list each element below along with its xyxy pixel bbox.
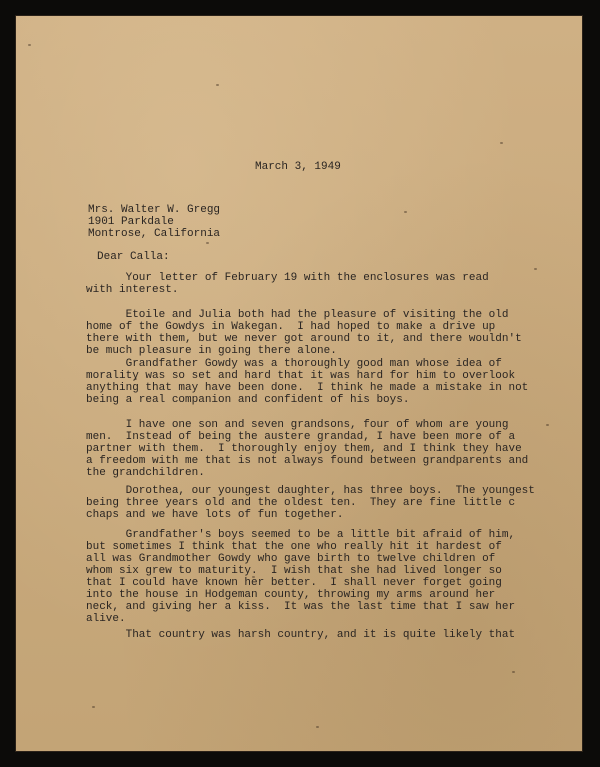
text-line: anything that may have been done. I think he made a mistake in not [86, 382, 529, 394]
text-line: partner with them. I thoroughly enjoy them, and I think they have [86, 443, 522, 455]
paragraph-1 [86, 272, 556, 296]
text-line: That country was harsh country, and it is quite likely that [86, 629, 516, 641]
text-line: whom six grew to maturity. I wish that she had lived longer so [86, 565, 502, 577]
text-line: Etoile and Julia both had the pleasure of visiting the old [86, 309, 509, 321]
paragraph-5 [86, 485, 556, 521]
text-line: be much pleasure in going there alone. [86, 345, 337, 357]
paragraph-3 [86, 358, 556, 406]
text-line: that I could have known her better. I shall never forget going [86, 577, 502, 589]
text-line: Your letter of February 19 with the enclosures was read [86, 272, 489, 284]
text-line: Grandfather Gowdy was a thoroughly good man whose idea of [86, 358, 502, 370]
address-line: Mrs. Walter W. Gregg [88, 204, 221, 216]
text-line: all was Grandmother Gowdy who gave birth to twelve children of [86, 553, 496, 565]
text-line: a freedom with me that is not always found between grandparents and [86, 455, 529, 467]
text-line: but sometimes I think that the one who really hit it hardest of [86, 541, 502, 553]
speck [92, 706, 95, 708]
recipient-address [88, 204, 220, 240]
text-line: alive. [86, 613, 126, 625]
text-line: with interest. [86, 284, 179, 296]
address-line: Montrose, California [88, 228, 221, 240]
text-line: I have one son and seven grandsons, four of whom are young [86, 419, 509, 431]
address-line: 1901 Parkdale [88, 216, 174, 228]
paragraph-2 [86, 309, 556, 357]
letter-date: March 3, 1949 [255, 161, 341, 173]
speck [512, 671, 515, 673]
salutation: Dear Calla: [97, 251, 170, 263]
text-line: morality was so set and hard that it was hard for him to overlook [86, 370, 516, 382]
paragraph-7 [86, 629, 556, 641]
text-line: chaps and we have lots of fun together. [86, 509, 344, 521]
speck [404, 211, 407, 213]
text-line: home of the Gowdys in Wakegan. I had hoped to make a drive up [86, 321, 496, 333]
speck [216, 84, 219, 86]
text-line: being a real companion and confident of his boys. [86, 394, 410, 406]
speck [534, 268, 537, 270]
speck [28, 44, 31, 46]
text-line: the grandchildren. [86, 467, 205, 479]
text-line: men. Instead of being the austere grandad, I have been more of a [86, 431, 516, 443]
speck [500, 142, 503, 144]
text-line: being three years old and the oldest ten. They are fine little c [86, 497, 516, 509]
speck [316, 726, 319, 728]
text-line: neck, and giving her a kiss. It was the last time that I saw her [86, 601, 516, 613]
text-line: Dorothea, our youngest daughter, has three boys. The youngest [86, 485, 535, 497]
speck [206, 242, 209, 244]
paragraph-4 [86, 419, 556, 479]
paragraph-6 [86, 529, 556, 625]
text-line: into the house in Hodgeman county, throwing my arms around her [86, 589, 496, 601]
text-line: there with them, but we never got around to it, and there wouldn't [86, 333, 522, 345]
text-line: Grandfather's boys seemed to be a little bit afraid of him, [86, 529, 516, 541]
